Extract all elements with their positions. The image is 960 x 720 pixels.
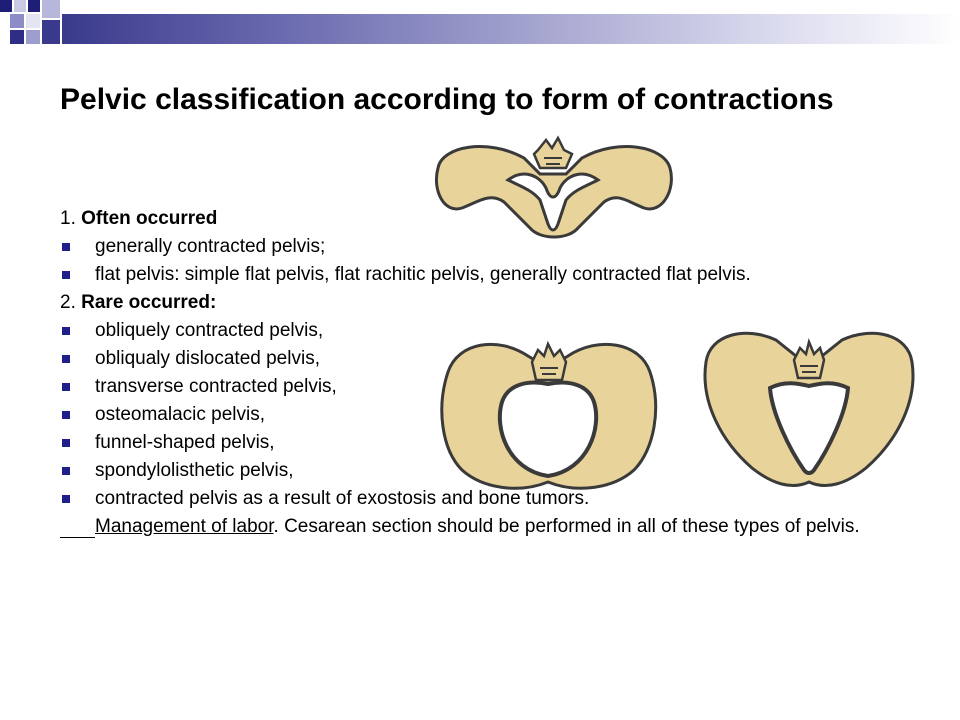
deco-square — [26, 14, 40, 28]
header-gradient-bar — [62, 14, 960, 44]
underline-lead — [60, 516, 95, 538]
square-bullet-icon — [62, 439, 70, 447]
square-bullet-icon — [62, 495, 70, 503]
list-item: generally contracted pelvis; — [60, 236, 920, 258]
flat-pelvis-illustration — [428, 128, 678, 250]
section-1-number: 1. — [60, 208, 76, 229]
funnel-pelvis-illustration — [696, 322, 922, 492]
management-note — [60, 516, 920, 538]
management-text: . Cesarean section should be performed in all of these types of pelvis. — [273, 516, 860, 537]
header-decoration — [0, 0, 960, 60]
section-2-heading — [60, 292, 920, 314]
square-bullet-icon — [62, 467, 70, 475]
deco-square — [0, 0, 12, 12]
list-item: transverse contracted pelvis, — [60, 376, 920, 398]
section-2-title: Rare occurred: — [81, 292, 217, 313]
section-1-title: Often occurred — [81, 208, 218, 229]
square-bullet-icon — [62, 271, 70, 279]
deco-square — [10, 14, 24, 28]
deco-square — [26, 30, 40, 44]
square-bullet-icon — [62, 243, 70, 251]
deco-square — [14, 0, 26, 12]
slide-title: Pelvic classification according to form of contractions — [60, 83, 834, 116]
list-item: obliquely contracted pelvis, — [60, 320, 920, 342]
list-item: spondylolisthetic pelvis, — [60, 460, 920, 482]
deco-square — [42, 0, 60, 18]
list-item: flat pelvis: simple flat pelvis, flat rachitic pelvis, generally contracted flat pelvis. — [60, 264, 920, 286]
square-bullet-icon — [62, 383, 70, 391]
management-label: Management of labor — [95, 516, 274, 537]
list-item: contracted pelvis as a result of exostosis and bone tumors. — [60, 488, 920, 510]
list-item: obliqualy dislocated pelvis, — [60, 348, 920, 370]
square-bullet-icon — [62, 411, 70, 419]
list-item: osteomalacic pelvis, — [60, 404, 920, 426]
deco-square — [28, 0, 40, 12]
section-2-number: 2. — [60, 292, 76, 313]
square-bullet-icon — [62, 355, 70, 363]
contracted-pelvis-illustration — [428, 332, 668, 497]
deco-square — [42, 20, 60, 44]
square-bullet-icon — [62, 327, 70, 335]
list-item: funnel-shaped pelvis, — [60, 432, 920, 454]
deco-square — [10, 30, 24, 44]
